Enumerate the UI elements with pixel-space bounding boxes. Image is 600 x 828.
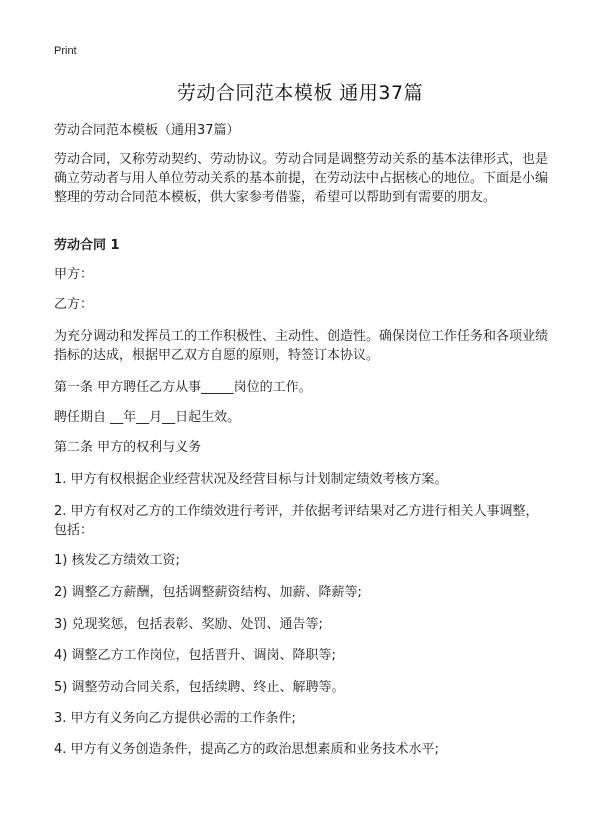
party-a-line: 甲方： (54, 267, 94, 282)
article-2-item-3: 3. 甲方有义务向乙方提供必需的工作条件; (54, 711, 296, 726)
sub-item-2: 2) 调整乙方薪酬，包括调整薪资结构、加薪、降薪等; (54, 585, 362, 600)
party-b-line: 乙方： (54, 297, 94, 312)
sub-item-5: 5) 调整劳动合同关系，包括续聘、终止、解聘等。 (54, 680, 345, 695)
intro-paragraph: 劳动合同，又称劳动契约、劳动协议。劳动合同是调整劳动关系的基本法律形式，也是确立劳动者与用人单位劳动关系的基本前提，在劳动法中占据核心的地位。下面是小编整理的劳动合同范本模板，供大家参考借鉴，希望可以帮助到有需要的朋友。 (54, 152, 549, 205)
section-heading: 劳动合同 1 (54, 238, 120, 253)
sub-item-4: 4) 调整乙方工作岗位，包括晋升、调岗、降职等; (54, 648, 336, 663)
document-title: 劳动合同范本模板 通用37篇 (176, 82, 424, 104)
term-line: 聘任期自 __年__月__日起生效。 (54, 410, 241, 425)
document-subtitle: 劳动合同范本模板（通用37篇） (54, 123, 240, 138)
article-1: 第一条 甲方聘任乙方从事_____岗位的工作。 (54, 380, 312, 395)
article-2-item-4: 4. 甲方有义务创造条件，提高乙方的政治思想素质和业务技术水平; (54, 742, 439, 757)
purpose-paragraph: 为充分调动和发挥员工的工作积极性、主动性、创造性。确保岗位工作任务和各项业绩指标的达成，根据甲乙双方自愿的原则，特签订本协议。 (54, 329, 549, 363)
article-2-item-1: 1. 甲方有权根据企业经营状况及经营目标与计划制定绩效考核方案。 (54, 472, 448, 487)
article-2-item-2: 2. 甲方有权对乙方的工作绩效进行考评，并依据考评结果对乙方进行相关人事调整，包括： (54, 504, 539, 538)
sub-item-1: 1) 核发乙方绩效工资; (54, 553, 180, 568)
print-link[interactable]: Print (54, 45, 77, 57)
article-2-heading: 第二条 甲方的权利与义务 (54, 440, 202, 455)
sub-item-3: 3) 兑现奖惩，包括表彰、奖励、处罚、通告等; (54, 617, 323, 632)
